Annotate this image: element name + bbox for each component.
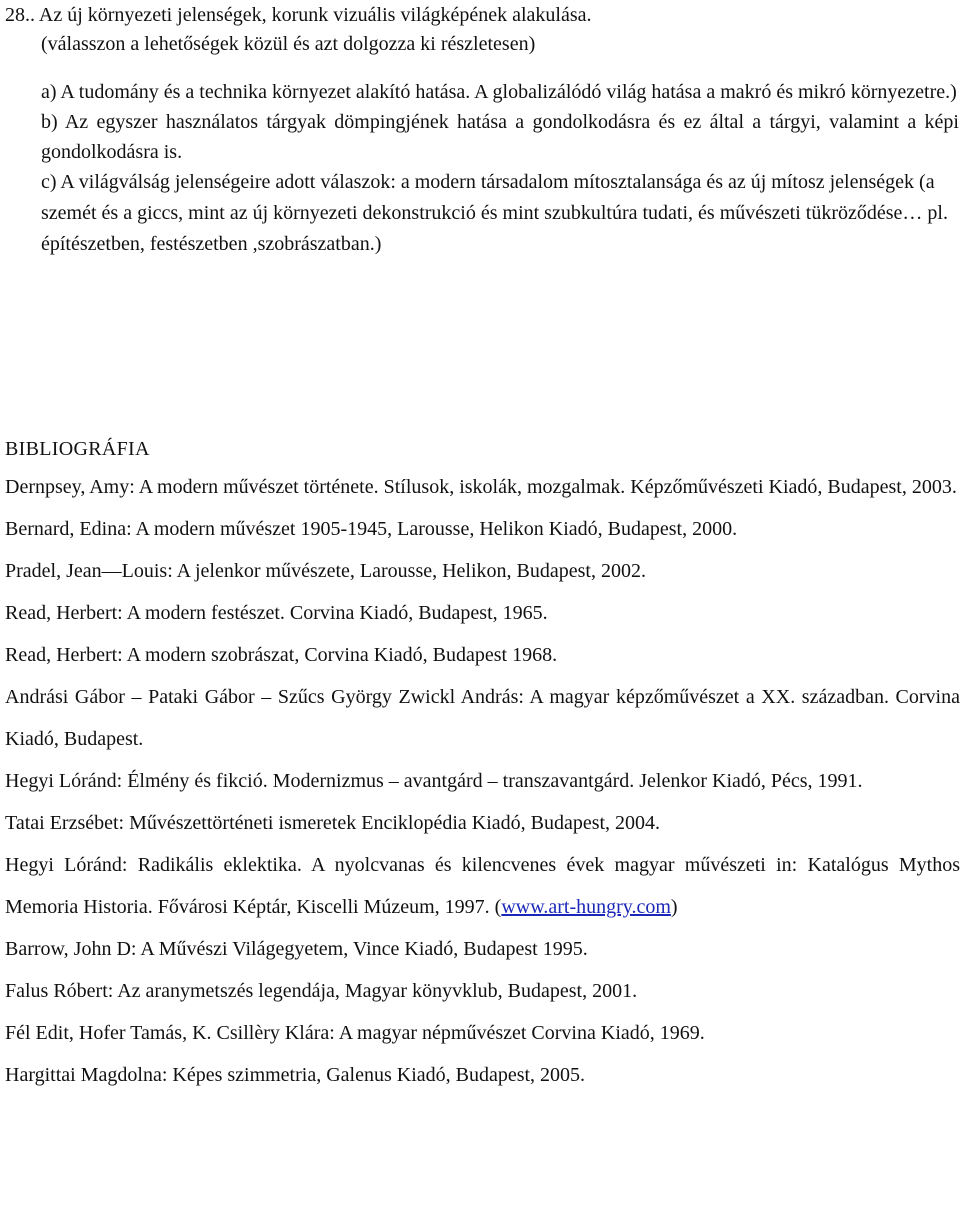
bibliography-heading: BIBLIOGRÁFIA xyxy=(5,438,150,460)
topic-title: 28.. Az új környezeti jelenségek, korunk vizuális világképének alakulása. xyxy=(5,4,592,26)
bibliography-entry: Dernpsey, Amy: A modern művészet története. Stílusok, iskolák, mozgalmak. Képzőművészeti Kiadó, Budapest, 2003. xyxy=(5,476,957,498)
bibliography-entry: Barrow, John D: A Művészi Világegyetem, Vince Kiadó, Budapest 1995. xyxy=(5,938,588,960)
topic-options xyxy=(41,77,959,260)
topic-instruction: (válasszon a lehetőségek közül és azt dolgozza ki részletesen) xyxy=(41,33,536,55)
bibliography-entry: Hegyi Lóránd: Élmény és fikció. Modernizmus – avantgárd – transzavantgárd. Jelenkor Kiadó, Pécs, 1991. xyxy=(5,770,863,792)
bibliography-entry: Bernard, Edina: A modern művészet 1905-1945, Larousse, Helikon Kiadó, Budapest, 2000. xyxy=(5,518,738,540)
bibliography-list xyxy=(5,466,960,1096)
bibliography-entry: Pradel, Jean—Louis: A jelenkor művészete, Larousse, Helikon, Budapest, 2002. xyxy=(5,560,646,582)
option-c: c) A világválság jelenségeire adott válaszok: a modern társadalom mítosztalansága és az új mítosz jelenségek (a szemét és a giccs, mint az új környezeti dekonstrukció és mint szubkultúra tudati, és művészeti tükröződése… pl. építészetben, festészetben ,szobrászatban.) xyxy=(41,171,948,255)
bibliography-entry-text: Hegyi Lóránd: Radikális eklektika. A nyolcvanas és kilencvenes évek magyar művészeti in: Katalógus Mythos Memoria Historia. Fővárosi Képtár, Kiscelli Múzeum, 1997. ( xyxy=(5,854,960,918)
option-a: a) A tudomány és a technika környezet alakító hatása. A globalizálódó világ hatása a makró és mikró környezetre.) xyxy=(41,81,957,103)
bibliography-entry: Fél Edit, Hofer Tamás, K. Csillèry Klára: A magyar népművészet Corvina Kiadó, 1969. xyxy=(5,1022,705,1044)
bibliography-entry: Read, Herbert: A modern szobrászat, Corvina Kiadó, Budapest 1968. xyxy=(5,644,558,666)
bibliography-entry: Read, Herbert: A modern festészet. Corvina Kiadó, Budapest, 1965. xyxy=(5,602,548,624)
bibliography-entry: Andrási Gábor – Pataki Gábor – Szűcs György Zwickl András: A magyar képzőművészet a XX. században. Corvina Kiadó, Budapest. xyxy=(5,686,960,750)
bibliography-entry-closing: ) xyxy=(670,896,678,918)
bibliography-entry: Tatai Erzsébet: Művészettörténeti ismeretek Enciklopédia Kiadó, Budapest, 2004. xyxy=(5,812,661,834)
bibliography-entry: Hargittai Magdolna: Képes szimmetria, Galenus Kiadó, Budapest, 2005. xyxy=(5,1064,586,1086)
option-b: b) Az egyszer használatos tárgyak dömpingjének hatása a gondolkodásra és ez által a tárgyi, valamint a képi gondolkodásra is. xyxy=(41,111,959,163)
bibliography-entry: Falus Róbert: Az aranymetszés legendája, Magyar könyvklub, Budapest, 2001. xyxy=(5,980,638,1002)
bibliography-entry-with-link xyxy=(5,844,960,928)
website-link[interactable]: www.art-hungry.com xyxy=(501,896,671,918)
